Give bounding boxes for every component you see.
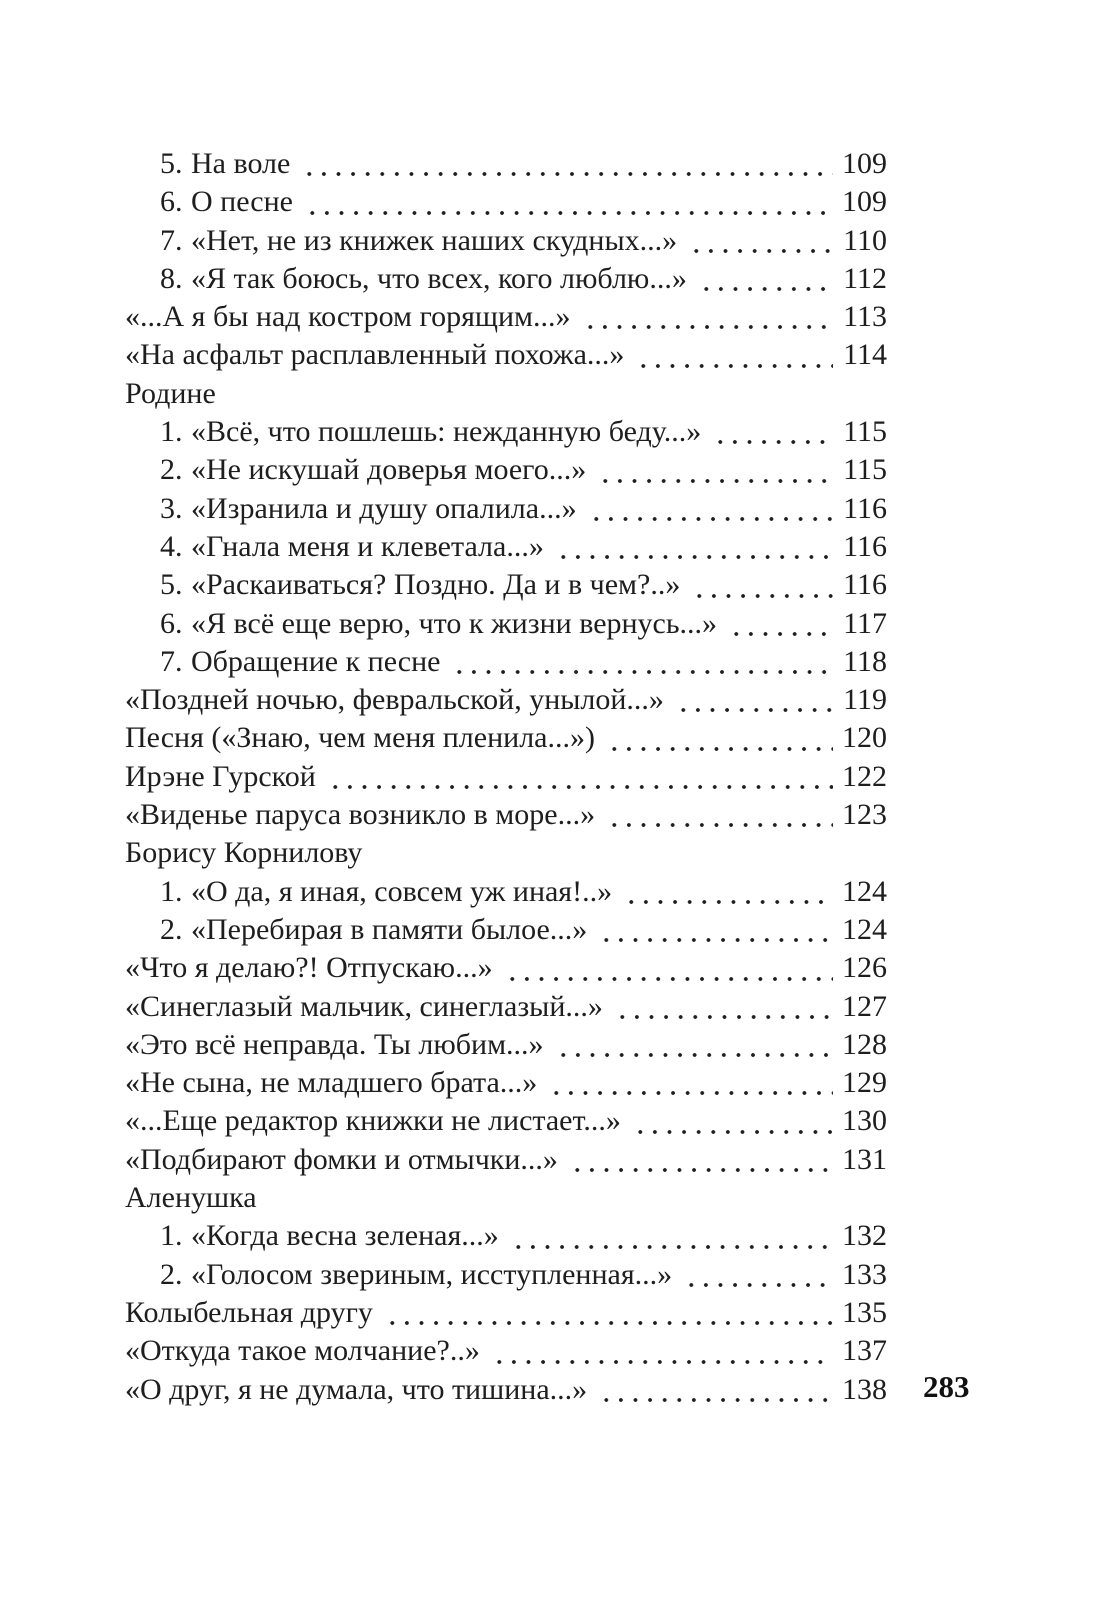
dot-leader xyxy=(687,222,833,260)
toc-entry-title: «Виденье паруса возникло в море...» xyxy=(125,798,596,832)
table-of-contents xyxy=(125,145,887,1409)
toc-entry xyxy=(125,413,887,451)
toc-entry xyxy=(125,719,887,757)
toc-entry-page: 114 xyxy=(843,338,887,372)
dot-leader xyxy=(597,1371,833,1409)
toc-entry xyxy=(125,681,887,719)
toc-entry xyxy=(125,605,887,643)
toc-section-heading xyxy=(125,375,887,413)
toc-entry xyxy=(125,911,887,949)
toc-entry xyxy=(125,451,887,489)
toc-entry-page: 138 xyxy=(842,1372,887,1406)
toc-entry xyxy=(125,1294,887,1332)
toc-entry-number: 3. xyxy=(160,491,183,525)
toc-entry-number: 8. xyxy=(160,261,183,295)
dot-leader xyxy=(622,873,833,911)
dot-leader xyxy=(674,681,833,719)
toc-entry-title: «Голосом звериным, исступленная...» xyxy=(191,1257,673,1291)
dot-leader xyxy=(587,490,833,528)
toc-entry-title: «На асфальт расплавленный похожа...» xyxy=(125,338,625,372)
toc-entry xyxy=(125,1064,887,1102)
toc-entry-title: «Поздней ночью, февральской, унылой...» xyxy=(125,683,664,717)
toc-entry-page: 130 xyxy=(842,1104,887,1138)
dot-leader xyxy=(727,605,833,643)
toc-entry-page: 109 xyxy=(842,185,887,219)
dot-leader xyxy=(690,566,833,604)
toc-entry-page: 135 xyxy=(842,1295,887,1329)
toc-entry-number: 1. xyxy=(160,415,183,449)
toc-entry xyxy=(125,490,887,528)
toc-entry-title: Борису Корнилову xyxy=(125,836,363,870)
toc-entry-page: 129 xyxy=(842,1066,887,1100)
toc-entry-number: 2. xyxy=(160,453,183,487)
toc-entry-page: 120 xyxy=(842,721,887,755)
toc-entry-page: 110 xyxy=(843,223,887,257)
toc-entry-page: 115 xyxy=(843,453,887,487)
toc-entry-number: 2. xyxy=(160,1257,183,1291)
toc-entry-title: «Я так боюсь, что всех, кого люблю...» xyxy=(191,261,687,295)
toc-entry-page: 122 xyxy=(842,759,887,793)
toc-entry-page: 132 xyxy=(842,1219,887,1253)
toc-entry-page: 113 xyxy=(843,300,887,334)
dot-leader xyxy=(303,183,833,221)
toc-entry-title: «...Еще редактор книжки не листает...» xyxy=(125,1104,621,1138)
toc-entry-title: «О да, я иная, совсем уж иная!..» xyxy=(191,874,613,908)
toc-entry-number: 1. xyxy=(160,1219,183,1253)
toc-entry xyxy=(125,1371,887,1409)
toc-entry-title: «Не сына, не младшего брата...» xyxy=(125,1066,538,1100)
toc-entry-number: 6. xyxy=(160,185,183,219)
dot-leader xyxy=(383,1294,833,1332)
dot-leader xyxy=(490,1332,833,1370)
toc-entry xyxy=(125,988,887,1026)
toc-entry-title: «Нет, не из книжек наших скудных...» xyxy=(191,223,678,257)
toc-entry-title: На воле xyxy=(191,147,291,180)
toc-entry-number: 7. xyxy=(160,223,183,257)
toc-entry xyxy=(125,336,887,374)
dot-leader xyxy=(509,1217,833,1255)
toc-entry-page: 109 xyxy=(842,147,887,180)
toc-entry-number: 5. xyxy=(160,147,183,180)
toc-entry-title: «Что я делаю?! Отпускаю...» xyxy=(125,951,493,985)
toc-entry-page: 124 xyxy=(842,912,887,946)
toc-entry-page: 137 xyxy=(842,1334,887,1368)
dot-leader xyxy=(568,1141,833,1179)
toc-entry xyxy=(125,528,887,566)
toc-entry-title: «Когда весна зеленая...» xyxy=(191,1219,499,1253)
toc-entry xyxy=(125,298,887,336)
dot-leader xyxy=(613,988,833,1026)
toc-entry-page: 128 xyxy=(842,1027,887,1061)
toc-entry xyxy=(125,1332,887,1370)
toc-entry-title: «...А я бы над костром горящим...» xyxy=(125,300,571,334)
toc-entry xyxy=(125,1141,887,1179)
toc-entry-page: 118 xyxy=(843,644,887,678)
toc-entry-title: «Гнала меня и клеветала...» xyxy=(191,529,544,563)
toc-entry-page: 133 xyxy=(842,1257,887,1291)
toc-entry xyxy=(125,643,887,681)
toc-entry-title: Песня («Знаю, чем меня пленила...») xyxy=(125,721,595,755)
toc-entry-title: «Раскаиваться? Поздно. Да и в чем?..» xyxy=(191,568,681,602)
toc-entry xyxy=(125,1256,887,1294)
dot-leader xyxy=(326,758,833,796)
toc-entry xyxy=(125,758,887,796)
toc-entry xyxy=(125,873,887,911)
dot-leader xyxy=(605,796,833,834)
toc-entry-title: «Не искушай доверья моего...» xyxy=(191,453,587,487)
toc-entry-page: 123 xyxy=(842,798,887,832)
dot-leader xyxy=(697,260,833,298)
toc-entry xyxy=(125,222,887,260)
toc-entry-title: О песне xyxy=(191,185,293,219)
dot-leader xyxy=(450,643,833,681)
toc-entry-title: Аленушка xyxy=(125,1181,257,1215)
dot-leader xyxy=(631,1102,833,1140)
toc-entry xyxy=(125,1102,887,1140)
toc-entry-title: «Синеглазый мальчик, синеглазый...» xyxy=(125,989,603,1023)
toc-entry-page: 124 xyxy=(842,874,887,908)
toc-entry-page: 127 xyxy=(842,989,887,1023)
dot-leader xyxy=(300,145,833,183)
toc-entry-page: 112 xyxy=(843,261,887,295)
dot-leader xyxy=(503,949,833,987)
toc-section-heading xyxy=(125,1179,887,1217)
toc-entry-page: 119 xyxy=(843,683,887,717)
toc-entry-page: 116 xyxy=(843,529,887,563)
toc-entry xyxy=(125,183,887,221)
toc-entry-page: 126 xyxy=(842,951,887,985)
toc-entry-page: 115 xyxy=(843,415,887,449)
toc-entry-page: 116 xyxy=(843,491,887,525)
toc-entry-title: «Это всё неправда. Ты любим...» xyxy=(125,1027,544,1061)
dot-leader xyxy=(605,719,833,757)
toc-entry-title: «Изранила и душу опалила...» xyxy=(191,491,577,525)
toc-entry-title: Обращение к песне xyxy=(191,644,441,678)
dot-leader xyxy=(554,1026,833,1064)
toc-entry xyxy=(125,260,887,298)
toc-entry xyxy=(125,566,887,604)
toc-entry-page: 116 xyxy=(843,568,887,602)
dot-leader xyxy=(634,336,833,374)
toc-entry-number: 2. xyxy=(160,912,183,946)
toc-entry-number: 1. xyxy=(160,874,183,908)
dot-leader xyxy=(682,1256,833,1294)
dot-leader xyxy=(596,451,833,489)
dot-leader xyxy=(597,911,833,949)
toc-entry-page: 131 xyxy=(842,1142,887,1176)
toc-entry-number: 5. xyxy=(160,568,183,602)
toc-entry-number: 7. xyxy=(160,644,183,678)
toc-entry-title: «Всё, что пошлешь: нежданную беду...» xyxy=(191,415,702,449)
dot-leader xyxy=(554,528,833,566)
toc-entry xyxy=(125,796,887,834)
toc-entry xyxy=(125,949,887,987)
toc-entry-title: «Перебирая в памяти былое...» xyxy=(191,912,588,946)
toc-entry-number: 4. xyxy=(160,529,183,563)
toc-entry xyxy=(125,1217,887,1255)
toc-entry xyxy=(125,1026,887,1064)
dot-leader xyxy=(581,298,833,336)
toc-entry xyxy=(125,145,887,183)
toc-entry-title: Родине xyxy=(125,376,216,410)
toc-entry-page: 117 xyxy=(843,606,887,640)
toc-section-heading xyxy=(125,834,887,872)
dot-leader xyxy=(711,413,833,451)
toc-entry-title: Ирэне Гурской xyxy=(125,759,316,793)
toc-entry-title: «О друг, я не думала, что тишина...» xyxy=(125,1372,588,1406)
toc-entry-title: «Я всё еще верю, что к жизни вернусь...» xyxy=(191,606,718,640)
toc-entry-title: «Откуда такое молчание?..» xyxy=(125,1334,480,1368)
toc-entry-title: Колыбельная другу xyxy=(125,1295,373,1329)
toc-entry-number: 6. xyxy=(160,606,183,640)
dot-leader xyxy=(547,1064,833,1102)
page-number-folio: 283 xyxy=(923,1369,970,1404)
toc-entry-title: «Подбирают фомки и отмычки...» xyxy=(125,1142,558,1176)
